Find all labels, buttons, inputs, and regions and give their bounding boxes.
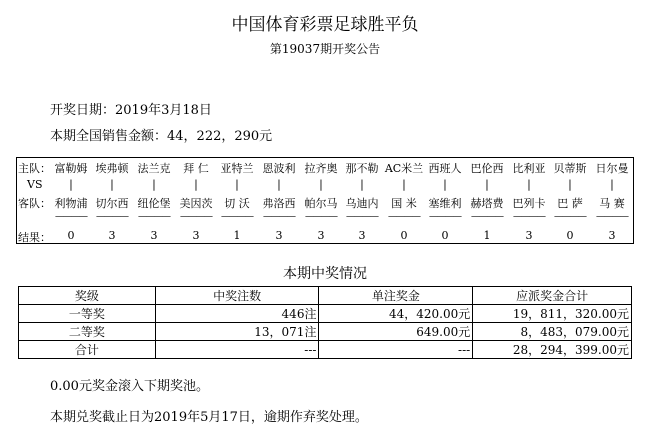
deadline-note: 本期兑奖截止日为2019年5月17日，逾期作弃奖处理。 <box>50 410 368 425</box>
rollover-note: 0.00元奖金滚入下期奖池。 <box>50 379 209 394</box>
home-team: 恩波利 <box>262 162 296 175</box>
draw-date: 开奖日期：2019年3月18日 <box>50 103 212 118</box>
home-team: 日尔曼 <box>595 162 629 175</box>
home-team: 法兰克 <box>137 162 171 175</box>
match-result: 3 <box>108 229 116 242</box>
unit-prize: --- <box>319 341 473 359</box>
match-result: 0 <box>441 229 449 242</box>
match-result: 1 <box>483 229 491 242</box>
away-team: 塞维利 <box>428 197 462 210</box>
match-column <box>591 158 633 243</box>
prize-level: 一等奖 <box>19 305 156 323</box>
divider-line: ———— <box>138 212 170 222</box>
home-row-label: 主队： <box>18 162 51 175</box>
away-team: 利物浦 <box>54 197 88 210</box>
match-column <box>466 158 508 243</box>
vs-separator: | <box>235 178 239 191</box>
divider-line: ———— <box>429 212 461 222</box>
divider-line: ———— <box>55 212 87 222</box>
vs-row-label: VS <box>27 178 43 191</box>
winner-count: 446注 <box>155 305 319 323</box>
home-team: 亚特兰 <box>220 162 254 175</box>
table-row <box>19 341 632 359</box>
vs-separator: | <box>194 178 198 191</box>
match-column <box>549 158 591 243</box>
match-column <box>91 158 133 243</box>
vs-separator: | <box>443 178 447 191</box>
vs-separator: | <box>319 178 323 191</box>
divider-line: ———— <box>263 212 295 222</box>
away-team: 纽伦堡 <box>137 197 171 210</box>
match-result: 3 <box>525 229 533 242</box>
prize-table <box>18 286 632 359</box>
match-result: 0 <box>566 229 574 242</box>
column-header-level: 奖级 <box>19 287 156 305</box>
home-team: 埃弗顿 <box>95 162 129 175</box>
away-team: 赫塔费 <box>470 197 504 210</box>
match-column <box>50 158 92 243</box>
vs-separator: | <box>152 178 156 191</box>
away-team: 巴列卡 <box>512 197 546 210</box>
away-team: 巴 萨 <box>557 197 583 210</box>
match-result: 3 <box>150 229 158 242</box>
unit-prize: 44，420.00元 <box>319 305 473 323</box>
prize-section-title: 本期中奖情况 <box>283 266 367 282</box>
match-table <box>16 157 634 244</box>
unit-prize: 649.00元 <box>319 323 473 341</box>
divider-line: ———— <box>471 212 503 222</box>
prize-level: 二等奖 <box>19 323 156 341</box>
match-column <box>508 158 550 243</box>
vs-separator: | <box>360 178 364 191</box>
match-result: 0 <box>67 229 75 242</box>
column-header-unit: 单注奖金 <box>319 287 473 305</box>
away-row-label: 客队： <box>18 197 51 210</box>
vs-separator: | <box>402 178 406 191</box>
vs-separator: | <box>568 178 572 191</box>
home-team: 拜 仁 <box>183 162 209 175</box>
total-prize: 8，483，079.00元 <box>473 323 632 341</box>
match-column <box>341 158 383 243</box>
match-column <box>216 158 258 243</box>
match-result: 0 <box>400 229 408 242</box>
match-result: 3 <box>317 229 325 242</box>
home-team: AC米兰 <box>384 162 424 175</box>
divider-line: ———— <box>596 212 628 222</box>
total-prize: 19，811，320.00元 <box>473 305 632 323</box>
winner-count: --- <box>155 341 319 359</box>
vs-separator: | <box>610 178 614 191</box>
away-team: 美因茨 <box>179 197 213 210</box>
vs-separator: | <box>69 178 73 191</box>
match-column <box>258 158 300 243</box>
vs-separator: | <box>485 178 489 191</box>
divider-line: ———— <box>346 212 378 222</box>
divider-line: ———— <box>305 212 337 222</box>
winner-count: 13，071注 <box>155 323 319 341</box>
column-header-total: 应派奖金合计 <box>473 287 632 305</box>
divider-line: ———— <box>388 212 420 222</box>
column-header-count: 中奖注数 <box>155 287 319 305</box>
home-team: 巴伦西 <box>470 162 504 175</box>
match-result: 3 <box>275 229 283 242</box>
match-result: 1 <box>233 229 241 242</box>
vs-separator: | <box>527 178 531 191</box>
match-column <box>300 158 342 243</box>
draw-subtitle: 第19037期开奖公告 <box>269 42 381 56</box>
away-team: 切 沃 <box>224 197 250 210</box>
match-column <box>383 158 425 243</box>
prize-level: 合计 <box>19 341 156 359</box>
divider-line: ———— <box>180 212 212 222</box>
table-row <box>19 305 632 323</box>
result-row-label: 结果： <box>18 231 51 244</box>
divider-line: ———— <box>96 212 128 222</box>
away-team: 国 米 <box>391 197 417 210</box>
match-column <box>133 158 175 243</box>
away-team: 帕尔马 <box>304 197 338 210</box>
prize-header-row <box>19 287 632 305</box>
match-result: 3 <box>192 229 200 242</box>
vs-separator: | <box>110 178 114 191</box>
match-result: 3 <box>608 229 616 242</box>
page-title: 中国体育彩票足球胜平负 <box>231 15 419 35</box>
away-team: 弗洛西 <box>262 197 296 210</box>
vs-separator: | <box>277 178 281 191</box>
home-team: 富勒姆 <box>54 162 88 175</box>
sales-amount: 本期全国销售金额：44，222，290元 <box>50 129 273 144</box>
home-team: 西班人 <box>428 162 462 175</box>
divider-line: ———— <box>221 212 253 222</box>
home-team: 拉齐奥 <box>304 162 338 175</box>
divider-line: ———— <box>554 212 586 222</box>
table-row <box>19 323 632 341</box>
away-team: 乌迪内 <box>345 197 379 210</box>
divider-line: ———— <box>513 212 545 222</box>
home-team: 贝蒂斯 <box>553 162 587 175</box>
match-column <box>424 158 466 243</box>
match-result: 3 <box>358 229 366 242</box>
home-team: 那不勒 <box>345 162 379 175</box>
away-team: 马 赛 <box>599 197 625 210</box>
away-team: 切尔西 <box>95 197 129 210</box>
match-column <box>175 158 217 243</box>
total-prize: 28，294，399.00元 <box>473 341 632 359</box>
home-team: 比利亚 <box>512 162 546 175</box>
